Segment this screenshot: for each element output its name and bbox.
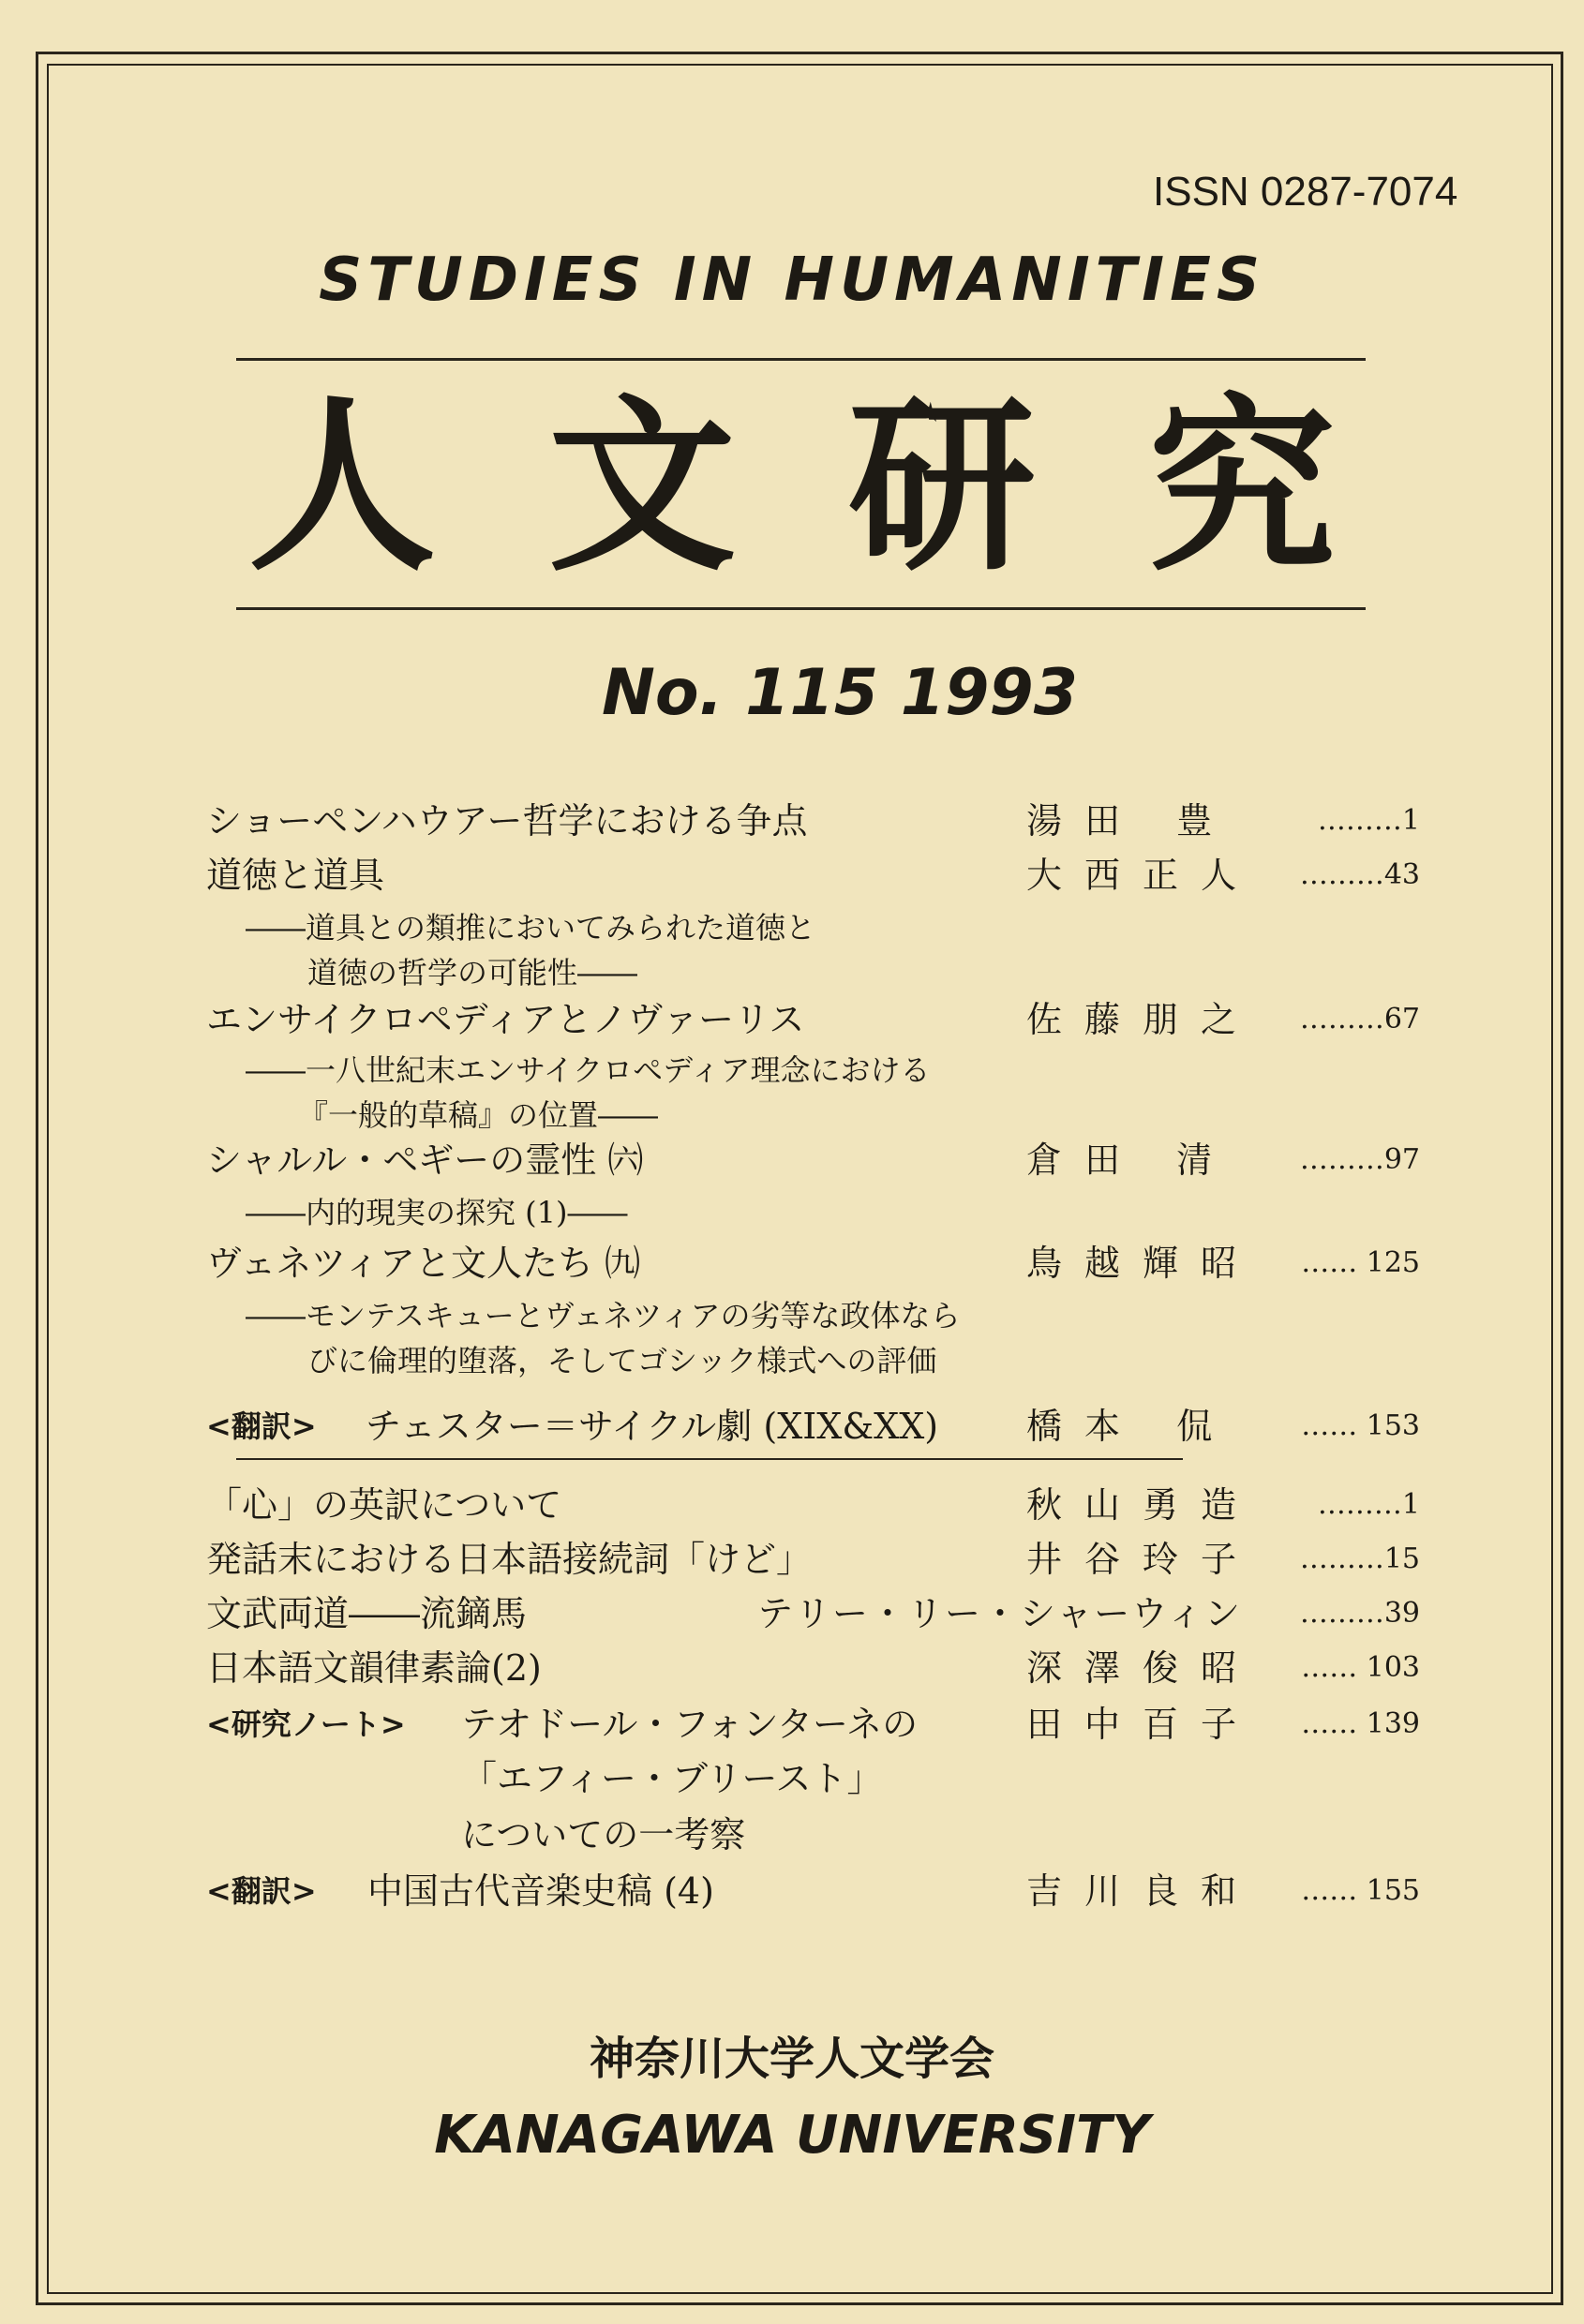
issue-number: No. 115 1993 <box>602 656 1079 730</box>
toc-row <box>0 849 1584 901</box>
section-divider <box>236 1458 1183 1460</box>
toc-author: 倉田 清 <box>1026 1140 1235 1181</box>
toc-row <box>0 1237 1584 1289</box>
publisher-english: KANAGAWA UNIVERSITY <box>434 2105 1150 2166</box>
toc-page: ………97 <box>1299 1143 1420 1176</box>
toc-row <box>0 1400 1584 1452</box>
toc-page: ………67 <box>1299 1003 1420 1035</box>
toc-subtitle-text: 道徳の哲学の可能性―― <box>307 955 638 991</box>
toc-page: …… 155 <box>1301 1874 1420 1907</box>
toc-row <box>0 1587 1584 1640</box>
toc-author: 湯田 豊 <box>1026 800 1235 842</box>
journal-title: 人文研究 <box>247 377 1448 597</box>
toc-page: ………43 <box>1299 858 1420 891</box>
title-rule-top <box>236 358 1366 361</box>
toc-subtitle <box>0 946 1584 999</box>
toc-title: ヴェネツィアと文人たち ㈨ <box>206 1243 641 1284</box>
toc-subtitle-text: ――モンテスキューとヴェネツィアの劣等な政体なら <box>246 1298 961 1333</box>
toc-subtitle-text: ――一八世紀末エンサイクロペディア理念における <box>246 1052 931 1088</box>
toc-author: 吉川良和 <box>1026 1870 1260 1912</box>
toc-page: ………1 <box>1317 1488 1420 1521</box>
toc-row <box>0 1865 1584 1917</box>
title-rule-bottom <box>236 607 1366 610</box>
toc-title: チェスター＝サイクル劇 (XIX&XX) <box>366 1406 939 1447</box>
series-title: STUDIES IN HUMANITIES <box>319 246 1265 315</box>
toc-subtitle-text: 『一般的草稿』の位置―― <box>298 1097 659 1133</box>
toc-row <box>0 993 1584 1046</box>
translation-tag: <翻訳> <box>206 1408 317 1444</box>
toc-author: テリー・リー・シャーウィン <box>757 1593 1242 1634</box>
issn: ISSN 0287-7074 <box>1153 169 1458 215</box>
toc-row <box>0 1698 1584 1750</box>
toc-author: 深澤俊昭 <box>1026 1647 1260 1689</box>
publisher-japanese: 神奈川大学人文学会 <box>589 2033 994 2085</box>
toc-row <box>0 795 1584 847</box>
toc-page: ………15 <box>1299 1542 1420 1575</box>
toc-author: 井谷玲子 <box>1026 1539 1260 1580</box>
toc-page: …… 139 <box>1301 1707 1420 1740</box>
toc-page: ………39 <box>1299 1597 1420 1630</box>
toc-subtitle-text: 「エフィー・ブリースト」 <box>461 1758 883 1799</box>
toc-title: シャルル・ペギーの霊性 ㈥ <box>206 1140 644 1181</box>
toc-subtitle-text: ――道具との類推においてみられた道徳と <box>246 910 816 946</box>
research-note-tag: <研究ノート> <box>206 1706 406 1742</box>
translation-tag: <翻訳> <box>206 1873 317 1909</box>
toc-author: 佐藤朋之 <box>1026 999 1260 1040</box>
toc-page: ………1 <box>1317 804 1420 837</box>
toc-subtitle <box>0 1809 1584 1861</box>
toc-author: 鳥越輝昭 <box>1026 1243 1260 1284</box>
toc-title: 文武両道――流鏑馬 <box>206 1593 528 1634</box>
toc-subtitle <box>0 1334 1584 1387</box>
toc-title: 道徳と道具 <box>206 855 385 896</box>
toc-title: 日本語文韻律素論(2) <box>206 1647 542 1689</box>
toc-page: …… 103 <box>1301 1651 1420 1684</box>
toc-title: ショーペンハウアー哲学における争点 <box>206 800 808 842</box>
toc-page: …… 125 <box>1301 1246 1420 1279</box>
toc-subtitle-text: ――内的現実の探究 (1)―― <box>246 1195 628 1230</box>
toc-author: 橋本 侃 <box>1026 1406 1235 1447</box>
toc-title: テオドール・フォンターネの <box>461 1704 919 1745</box>
toc-subtitle <box>0 1186 1584 1239</box>
toc-subtitle <box>0 1752 1584 1805</box>
toc-subtitle-text: についての一考察 <box>461 1814 746 1855</box>
toc-row <box>0 1533 1584 1586</box>
toc-title: 中国古代音楽史稿 (4) <box>367 1870 714 1912</box>
toc-author: 田中百子 <box>1026 1704 1260 1745</box>
toc-author: 大西正人 <box>1026 855 1260 896</box>
toc-row <box>0 1479 1584 1531</box>
toc-row <box>0 1134 1584 1186</box>
toc-row <box>0 1642 1584 1694</box>
toc-title: エンサイクロペディアとノヴァーリス <box>206 999 805 1040</box>
toc-page: …… 153 <box>1301 1409 1420 1442</box>
toc-title: 発話末における日本語接続詞「けど」 <box>206 1539 813 1580</box>
toc-title: 「心」の英訳について <box>206 1484 562 1526</box>
toc-subtitle-text: びに倫理的堕落，そしてゴシック様式への評価 <box>307 1343 937 1378</box>
toc-author: 秋山勇造 <box>1026 1484 1260 1526</box>
